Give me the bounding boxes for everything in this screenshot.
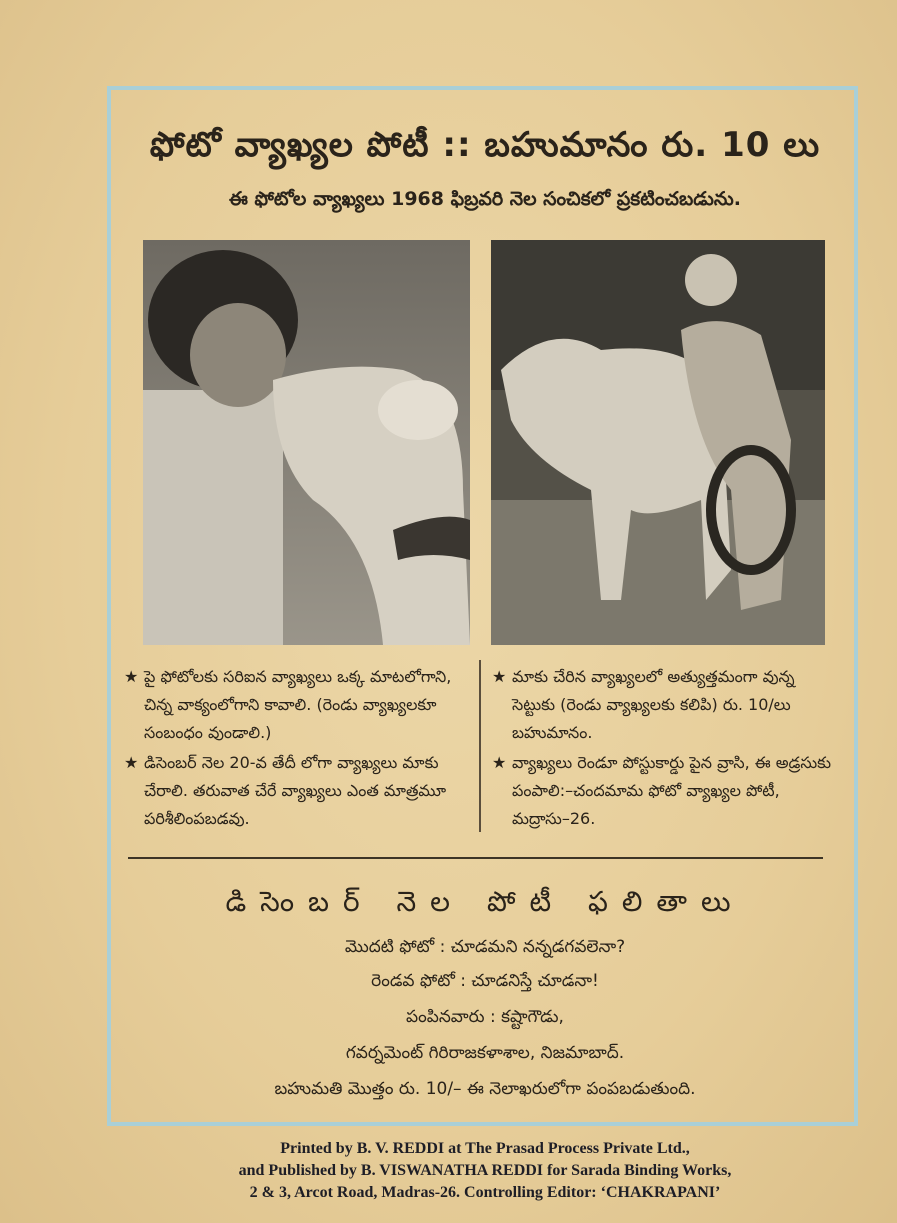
prize-note: బహుమతి మొత్తం రు. 10/– ఈ నెలాఖరులోగా పంపబడుతుంది. <box>274 1079 696 1099</box>
boy-with-calf-photo-icon <box>491 240 825 645</box>
rule-item <box>492 749 840 833</box>
star-icon: ★ <box>492 667 507 686</box>
imprint-line: 2 & 3, Arcot Road, Madras-26. Controlling Editor: ‘CHAKRAPANI’ <box>249 1184 721 1201</box>
result-second-photo: రెండవ ఫోటో : చూడనిస్తే చూడనా! <box>371 971 599 991</box>
contest-subtitle: ఈ ఫోటోల వ్యాఖ్యలు 1968 ఫిబ్రవరి నెల సంచికలో ప్రకటించబడును. <box>229 188 741 210</box>
star-icon: ★ <box>124 753 139 772</box>
result-first-photo: మొదటి ఫోటో : చూడమని నన్నడగవలెనా? <box>344 937 626 957</box>
rule-text: పై ఫోటోలకు సరిఐన వ్యాఖ్యలు ఒక్క మాటలోగాని, చిన్న వాక్యంలోగాని కావాలి. (రెండు వ్యాఖ్యలకూ సంబంధం వుండాలి.) <box>144 667 452 742</box>
section-divider <box>128 857 823 859</box>
rule-item <box>492 663 840 747</box>
column-divider <box>479 660 481 832</box>
rules-right-column <box>492 663 840 835</box>
imprint-line: Printed by B. V. REDDI at The Prasad Process Private Ltd., <box>280 1140 690 1157</box>
photo-boy-with-calf <box>491 240 825 645</box>
star-icon: ★ <box>492 753 507 772</box>
rules-left-column <box>124 663 470 835</box>
results-title: డిసెంబర్ నెల పోటీ ఫలితాలు <box>225 885 745 918</box>
rule-text: వ్యాఖ్యలు రెండూ పోస్టుకార్డు పైన వ్రాసి, ఈ అడ్రసుకు పంపాలి:–చందమామ ఫోటో వ్యాఖ్యల పోటీ, మద్రాసు–26. <box>512 753 832 828</box>
rule-item <box>124 663 470 747</box>
imprint-footer <box>140 1138 830 1218</box>
rule-text: మాకు చేరిన వ్యాఖ్యలలో అత్యుత్తమంగా వున్న సెట్టుకు (రెండు వ్యాఖ్యలకు కలిపి) రు. 10/లు బహుమానం. <box>512 667 795 742</box>
rule-item <box>124 749 470 833</box>
winner-name: పంపినవారు : కష్టాగౌడు, <box>406 1007 564 1027</box>
rule-text: డిసెంబర్ నెల 20-వ తేదీ లోగా వ్యాఖ్యలు మాకు చేరాలి. తరువాత చేరే వ్యాఖ్యలు ఎంత మాత్రమూ పరిశీలింపబడవు. <box>144 753 447 828</box>
contest-title: ఫోటో వ్యాఖ్యల పోటీ :: బహుమానం రు. 10 లు <box>149 125 821 165</box>
star-icon: ★ <box>124 667 139 686</box>
winner-address: గవర్నమెంట్ గిరిరాజకళాశాల, నిజమాబాద్. <box>345 1043 625 1063</box>
boy-with-dog-photo-icon <box>143 240 470 645</box>
imprint-line: and Published by B. VISWANATHA REDDI for Sarada Binding Works, <box>238 1162 732 1179</box>
photo-boy-with-dog <box>143 240 470 645</box>
